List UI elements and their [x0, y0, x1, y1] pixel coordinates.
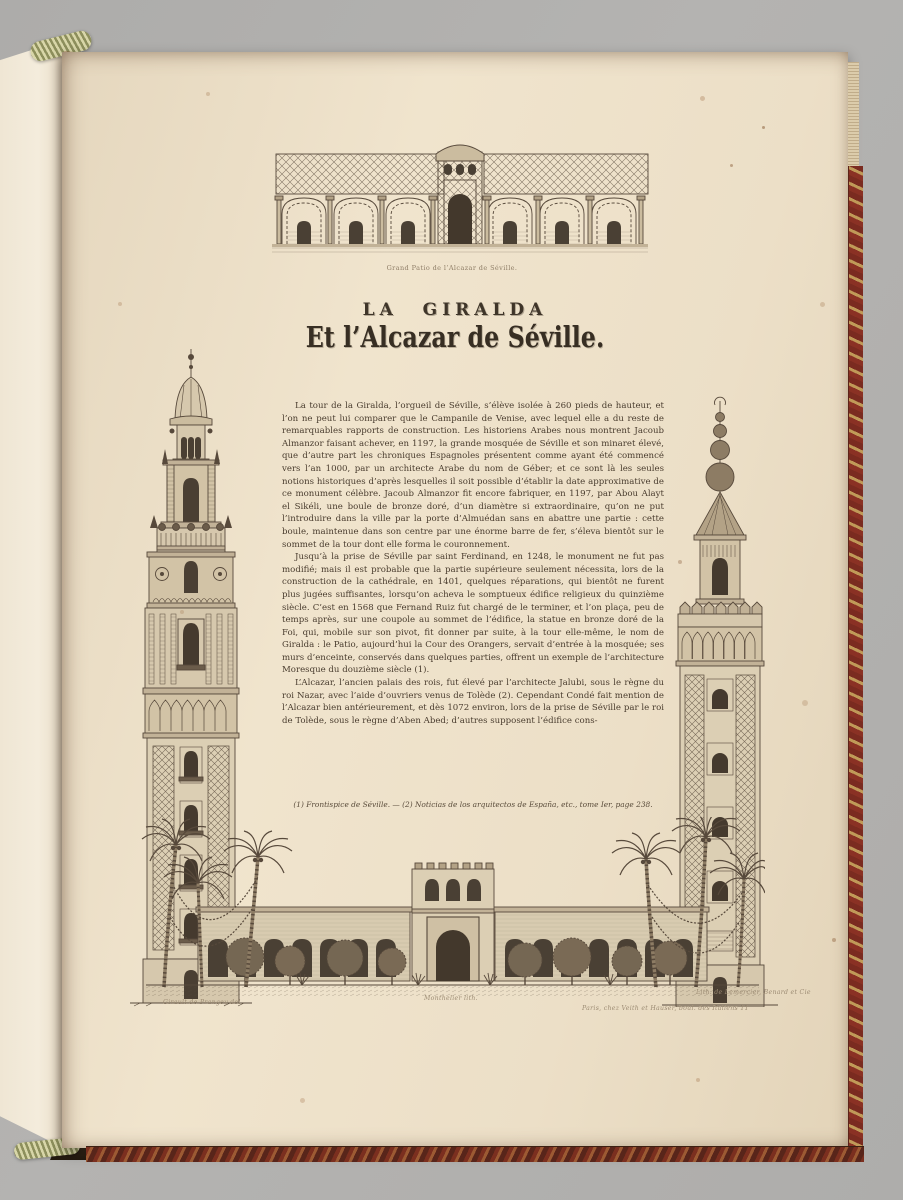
minaret-arcature-band — [676, 627, 764, 666]
cover-board-edge-bottom — [86, 1146, 864, 1162]
foxing-spot — [180, 610, 184, 614]
previous-page-edge — [0, 26, 64, 1164]
body-paragraph-2: Jusqu’à la prise de Séville par saint Ferdinand, en 1248, le monument ne fut pas modifié; mais il est probable que la partie supérieure seulement nécessita, lors de la construction de la cathédrale, en 1401, quelques réparations, qui bientôt ne furent plus jugées suffisantes, lorsqu’on acheva le somptueux édifice religieux du quinzième siècle. C’est en 1568 que Fernand Ruiz fut chargé de le terminer, et l’on plaça, peu de temps après, sur une coupole au sommet de l’édifice, la statue en bronze doré de la Foi, qui, mobile sur son pivot, fit donner par suite, à la tour elle-même, le nom de Giralda : le Patio, aujourd’hui la Cour des Orangers, servait d’entrée à la mosquée; ses murs d’enceinte, conservés dans quelques parties, offrent un exemple de l’architecture Moresque du douzième siècle (1). — [282, 552, 664, 676]
giralda-belfry — [161, 449, 221, 528]
page-title-line1: LA GIRALDA — [362, 300, 548, 320]
foxing-spot — [300, 1098, 305, 1103]
giralda-upper-block — [143, 608, 239, 694]
credit-artist: Girault de Prangey del. — [163, 999, 243, 1006]
credit-printer: Lith. de Lemercier, Benard et Cie — [696, 989, 811, 996]
minaret-lantern — [694, 492, 746, 604]
credit-publisher: Paris, chez Veith et Hauser, boul. des Italiens 11 — [582, 1005, 749, 1012]
alcazar-facade-illustration — [140, 817, 765, 1002]
foxing-spot — [700, 96, 705, 101]
patio-engraving — [262, 138, 658, 260]
alcazar-gate-pavilion — [412, 863, 494, 981]
foxing-spot — [678, 560, 682, 564]
body-paragraph-1: La tour de la Giralda, l’orgueil de Séville, s’élève isolée à 260 pieds de hauteur, et l’on ne peut lui comparer que le Campanile de Venise, avec lequel elle a du reste de remarquables rapports de construction. Les historiens Arabes nous montrent Jacoub Almanzor faisant achever, en 1197, la grande mosquée de Séville et son minaret élevé, que d’autre part les chroniques Espagnoles présentent comme ayant été commencé vers l’an 1000, par un architecte Arabe du nom de Géber; et ce sont là les seules notions historiques d’après lesquelles il soit possible d’établir la date approximative de ce monument célèbre. Jacoub Almanzor fit encore fabriquer, en 1197, par Abou Alayt el Sikéli, une boule de bronze doré, d’un diamètre si extraordinaire, qu’on ne put l’introduire dans la ville par la porte d’Almuédan sans en abattre une partie : cette boule, maintenue dans son centre par une énorme barre de fer, s’éleva bientôt sur le sommet de la tour dont elle forma le couronnement. — [282, 401, 664, 550]
fore-edge-pages — [848, 62, 859, 168]
giralda-medallion-stage — [147, 552, 235, 608]
foxing-spot — [118, 302, 122, 306]
foxing-spot — [762, 126, 765, 129]
foxing-spot — [832, 938, 836, 942]
patio-caption: Grand Patio de l’Alcazar de Séville. — [386, 264, 518, 272]
footnote: (1) Frontispice de Séville. — (2) Noticias de los arquitectos de España, etc., tome Ier, page 238. — [293, 800, 653, 809]
alcazar-left-wing — [196, 907, 412, 981]
minaret-parapet — [678, 602, 762, 627]
foxing-spot — [206, 92, 210, 96]
foxing-spot — [730, 164, 733, 167]
foxing-spot — [820, 302, 825, 307]
giralda-spire — [170, 349, 213, 464]
foxing-spot — [696, 1078, 700, 1082]
page-title-line2: Et l’Alcazar de Séville. — [305, 320, 605, 354]
patio-arcade — [272, 145, 648, 255]
body-paragraph-3: L’Alcazar, l’ancien palais des rois, fut élevé par l’architecte Jalubi, sous le règne du roi Nazar, avec l’aide d’ouvriers venus de Tolède (2). Cependant Condé fait mention de l’Alcazar bien antérieurement, et dès 1072 environ, lors de la prise de Séville par le roi de Tolède, sous le règne d’Aben Abed; d’autres supposent l’édifice cons- — [282, 678, 664, 726]
foxing-spot — [802, 700, 808, 706]
credit-lithographer: Monthelier lith. — [424, 995, 478, 1002]
patio-central-portal — [436, 145, 484, 244]
cover-board-edge-right — [848, 166, 863, 1148]
book-page — [62, 52, 848, 1148]
giralda-arcature-band — [143, 694, 239, 738]
body-text-block — [282, 400, 664, 727]
